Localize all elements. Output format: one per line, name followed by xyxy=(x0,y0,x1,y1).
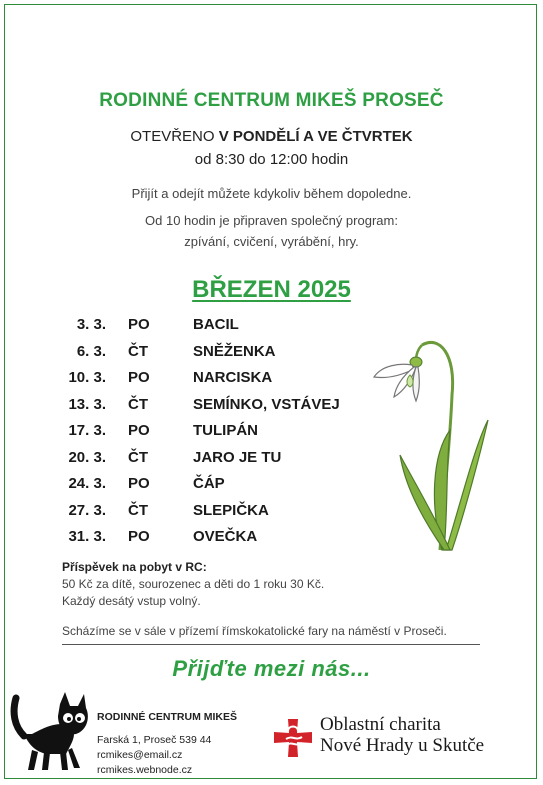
meeting-place: Scházíme se v sále v přízemí římskokatolické fary na náměstí v Proseči. xyxy=(62,624,447,638)
charity-name xyxy=(320,714,484,756)
fee-line-1: 50 Kč za dítě, sourozenec a děti do 1 roku 30 Kč. xyxy=(62,577,325,591)
contact-email[interactable]: rcmikes@email.cz xyxy=(97,749,183,761)
schedule-date: 6. 3. xyxy=(76,342,106,360)
fee-heading: Příspěvek na pobyt v RC: xyxy=(62,560,207,574)
schedule-row xyxy=(62,316,372,343)
schedule-topic: ČÁP xyxy=(193,475,225,492)
opening-hours: od 8:30 do 12:00 hodin xyxy=(194,151,349,168)
info-line-3: zpívání, cvičení, vyrábění, hry. xyxy=(184,234,359,249)
info-line-1: Přijít a odejít můžete kdykoliv během dopoledne. xyxy=(131,186,412,201)
contact-web[interactable]: rcmikes.webnode.cz xyxy=(97,764,193,776)
schedule-date: 13. 3. xyxy=(68,395,106,413)
schedule-row xyxy=(62,422,372,449)
schedule-row xyxy=(62,475,372,502)
schedule-day: PO xyxy=(128,528,150,545)
opening-days-bold: V PONDĚLÍ A VE ČTVRTEK xyxy=(218,128,413,145)
charity-line-2: Nové Hrady u Skutče xyxy=(320,735,485,756)
snowdrop-illustration xyxy=(360,335,495,555)
contact-name: RODINNÉ CENTRUM MIKEŠ xyxy=(97,711,238,723)
schedule-row xyxy=(62,396,372,423)
schedule-list xyxy=(62,316,372,555)
schedule-date: 17. 3. xyxy=(68,422,106,439)
schedule-topic: SNĚŽENKA xyxy=(193,342,276,360)
schedule-row xyxy=(62,502,372,529)
month-heading: BŘEZEN 2025 xyxy=(192,276,351,303)
schedule-date: 3. 3. xyxy=(76,316,106,333)
schedule-topic: JARO JE TU xyxy=(193,448,282,466)
charity-line-1: Oblastní charita xyxy=(320,714,441,735)
opening-prefix: OTEVŘENO xyxy=(130,128,219,145)
schedule-day: PO xyxy=(128,475,150,492)
page-title: RODINNÉ CENTRUM MIKEŠ PROSEČ xyxy=(99,90,444,111)
schedule-topic: TULIPÁN xyxy=(193,422,258,439)
fee-line-2: Každý desátý vstup volný. xyxy=(62,594,201,608)
schedule-topic: OVEČKA xyxy=(193,528,258,545)
divider xyxy=(62,644,480,645)
schedule-topic: SLEPIČKA xyxy=(193,501,269,519)
schedule-day: ČT xyxy=(128,501,148,519)
schedule-date: 31. 3. xyxy=(68,528,106,545)
schedule-day: ČT xyxy=(128,395,148,413)
slogan: Přijďte mezi nás... xyxy=(172,656,371,681)
schedule-row xyxy=(62,343,372,370)
schedule-topic: NARCISKA xyxy=(193,369,273,386)
opening-days xyxy=(0,128,543,145)
contact-block xyxy=(97,710,237,778)
charity-cross-logo xyxy=(272,717,314,759)
schedule-date: 20. 3. xyxy=(68,448,106,466)
schedule-day: ČT xyxy=(128,342,148,360)
schedule-row xyxy=(62,528,372,555)
schedule-topic: SEMÍNKO, VSTÁVEJ xyxy=(193,395,340,413)
fee-info xyxy=(62,559,324,610)
info-line-2: Od 10 hodin je připraven společný program: xyxy=(145,213,398,228)
schedule-topic: BACIL xyxy=(193,316,239,333)
schedule-day: PO xyxy=(128,422,150,439)
schedule-row xyxy=(62,449,372,476)
schedule-date: 24. 3. xyxy=(68,475,106,492)
schedule-row xyxy=(62,369,372,396)
schedule-day: PO xyxy=(128,369,150,386)
black-cat-logo xyxy=(10,690,90,772)
schedule-date: 10. 3. xyxy=(68,369,106,386)
schedule-day: PO xyxy=(128,316,150,333)
contact-address: Farská 1, Proseč 539 44 xyxy=(97,734,212,746)
schedule-day: ČT xyxy=(128,448,148,466)
schedule-date: 27. 3. xyxy=(68,501,106,519)
